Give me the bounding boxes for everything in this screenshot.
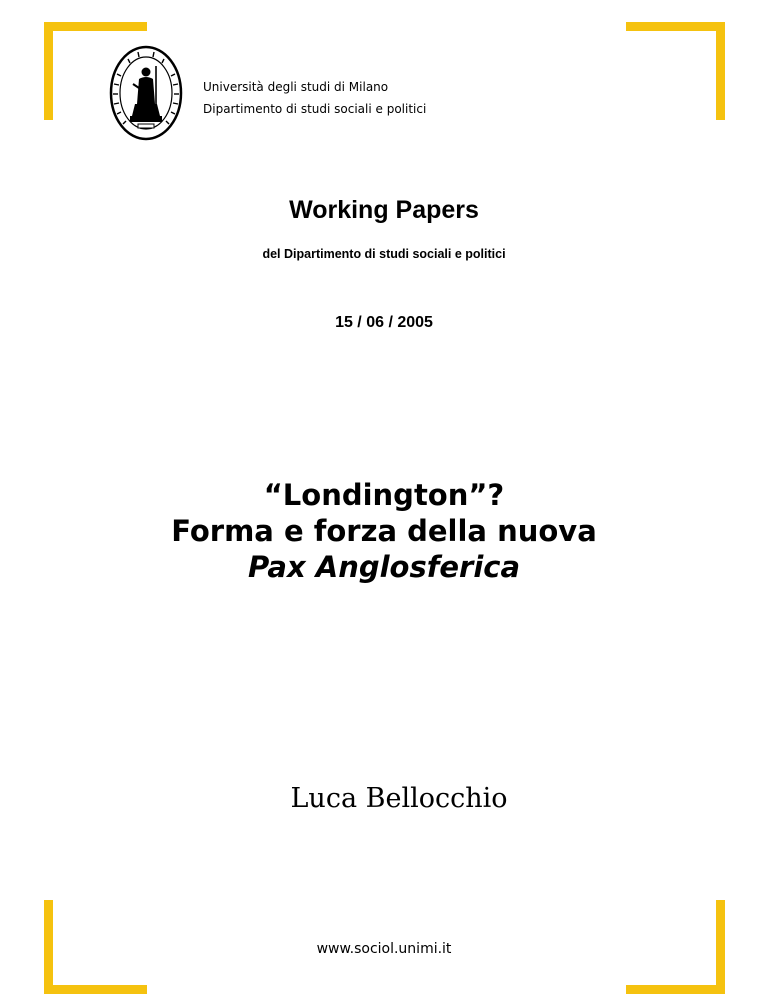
author-name: Luca Bellocchio: [290, 783, 508, 814]
university-seal-icon: [108, 44, 184, 142]
paper-title: [0, 477, 768, 585]
corner-top-left-vertical: [44, 22, 53, 120]
institution-header: [203, 76, 426, 120]
publication-date: 15 / 06 / 2005: [335, 314, 433, 331]
paper-title-line-3: Pax Anglosferica: [247, 550, 521, 584]
paper-title-line-1: “Londington”?: [263, 478, 505, 512]
paper-title-line-2: Forma e forza della nuova: [171, 514, 597, 548]
department-name: Dipartimento di studi sociali e politici: [203, 102, 427, 116]
series-title: Working Papers: [289, 196, 479, 224]
corner-bottom-left-horizontal: [44, 985, 147, 994]
corner-top-right-horizontal: [626, 22, 725, 31]
corner-top-right-vertical: [716, 22, 725, 120]
university-name: Università degli studi di Milano: [203, 80, 389, 94]
website-url: www.sociol.unimi.it: [316, 941, 452, 957]
series-subtitle: del Dipartimento di studi sociali e politici: [262, 247, 506, 261]
corner-bottom-right-horizontal: [626, 985, 725, 994]
corner-top-left-horizontal: [44, 22, 147, 31]
